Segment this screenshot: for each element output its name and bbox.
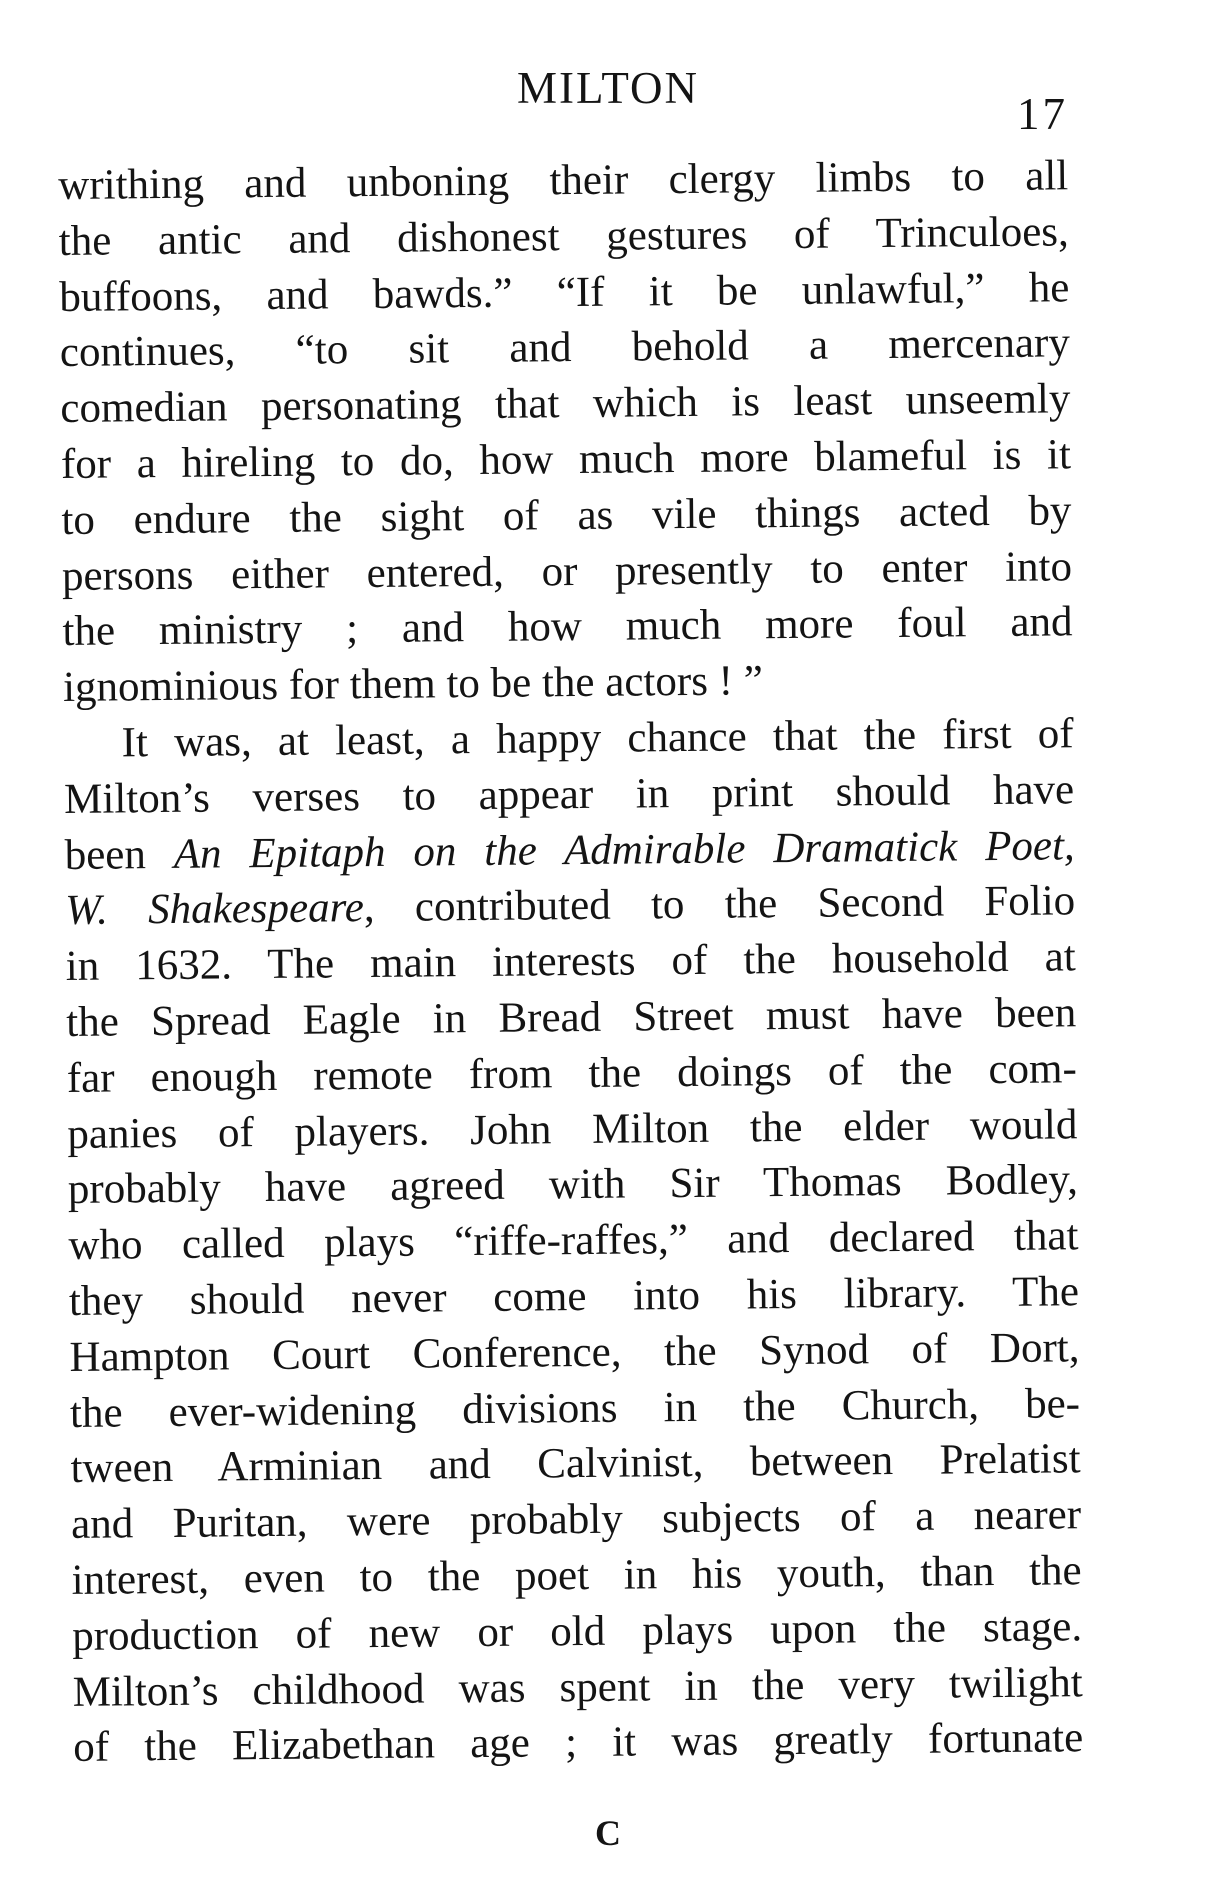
text-line: It was, at least, a happy chance that the first of <box>121 710 1074 767</box>
page-number: 17 <box>1017 89 1068 139</box>
text-line: who called plays “riffe-raffes,” and declared that <box>68 1212 1079 1270</box>
text-line: buffoons, and bawds.” “If it be unlawful,” he <box>59 263 1070 321</box>
text-line: probably have agreed with Sir Thomas Bodley, <box>67 1156 1079 1214</box>
text-line: panies of players. John Milton the elder would <box>67 1100 1078 1158</box>
running-head: MILTON <box>516 63 700 113</box>
text-line: continues, “to sit and behold a mercenary <box>59 319 1071 377</box>
paragraph-quotation-continued <box>58 148 1073 716</box>
text-line: Hampton Court Conference, the Synod of Dort, <box>69 1323 1080 1381</box>
text-line <box>65 874 1075 939</box>
text-line: the ever-widening divisions in the Church, be- <box>69 1379 1081 1437</box>
text-line: the Spread Eagle in Bread Street must have been <box>66 989 1077 1046</box>
text-line: and Puritan, were probably subjects of a nearer <box>70 1491 1082 1549</box>
text-line: interest, even to the poet in his youth, than the <box>71 1547 1082 1604</box>
text-line: Milton’s verses to appear in print should have <box>63 766 1075 823</box>
text-line <box>64 818 1074 883</box>
text-line: in 1632. The main interests of the household at <box>65 933 1076 991</box>
text-line: writhing and unboning their clergy limbs to all <box>58 152 1069 209</box>
text-line: persons either entered, or presently to enter into <box>61 542 1073 600</box>
text-line: tween Arminian and Calvinist, between Prelatist <box>70 1435 1081 1493</box>
text-line: the antic and dishonest gestures of Trinculoes, <box>58 208 1069 265</box>
text-line: to endure the sight of as vile things acted by <box>61 487 1072 544</box>
text-line: ignominious for them to be the actors ! ” <box>62 657 764 712</box>
italic-title: W. Shakespeare <box>65 884 365 935</box>
text-line: far enough remote from the doings of the com- <box>66 1045 1078 1102</box>
text-line: they should never come into his library. The <box>68 1268 1080 1325</box>
text-line: the ministry ; and how much more foul and <box>62 598 1073 656</box>
text-line: Milton’s childhood was spent in the very twilight <box>72 1658 1083 1716</box>
text-line: for a hireling to do, how much more blameful is it <box>60 431 1072 488</box>
signature-mark: C <box>595 1813 621 1853</box>
text-line: of the Elizabethan age ; it was greatly fortunate <box>73 1714 1084 1772</box>
text-run: been <box>64 830 174 879</box>
text-line: comedian personating that which is least unseemly <box>60 375 1071 433</box>
body-text <box>58 148 1083 1776</box>
text-run: , contributed to the Second Folio <box>363 877 1076 932</box>
paragraph-shakespeare-epitaph <box>63 706 1083 1776</box>
text-line: production of new or old plays upon the stage. <box>71 1602 1083 1660</box>
italic-title: An Epitaph on the Admirable Dramatick Poet, <box>173 821 1075 878</box>
